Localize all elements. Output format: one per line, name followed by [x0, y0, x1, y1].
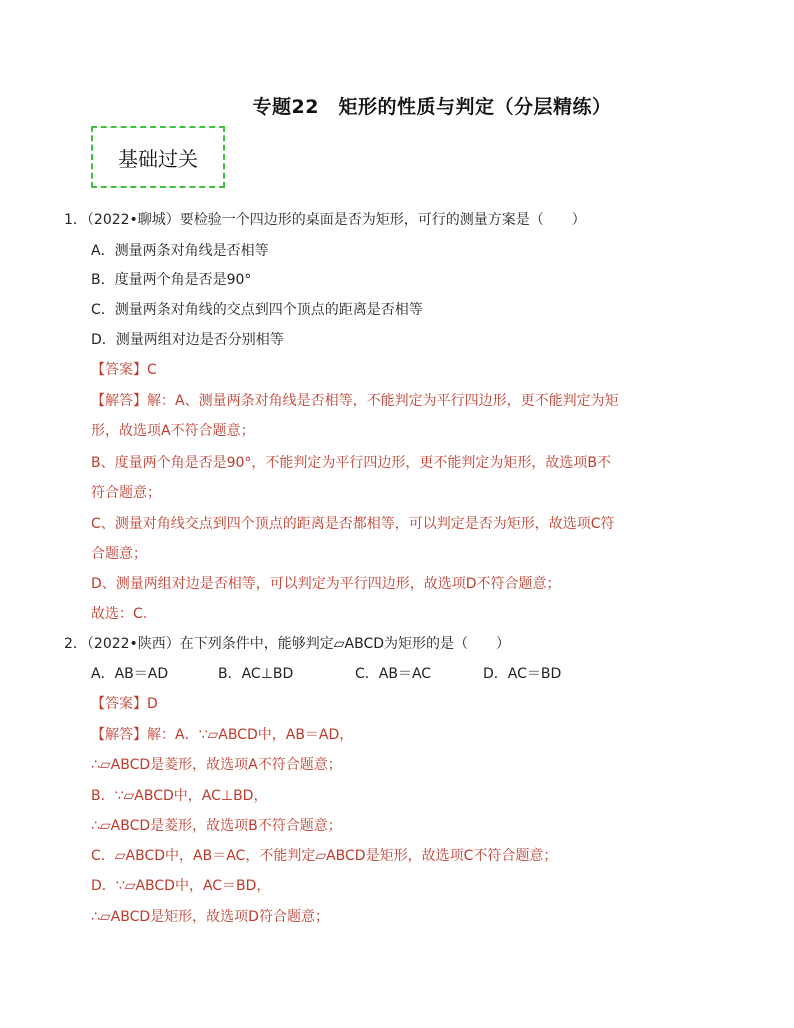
question-2-solution-line: ∴▱ABCD是菱形，故选项B不符合题意； [91, 818, 342, 834]
question-1-option-d: D．测量两组对边是否分别相等 [91, 332, 284, 348]
question-1-option-a: A．测量两条对角线是否相等 [91, 243, 269, 259]
page-title: 专题22 矩形的性质与判定（分层精练） [252, 96, 612, 118]
question-1-solution-line: 符合题意； [91, 485, 161, 501]
question-1-solution-line: D、测量两组对边是否相等，可以判定为平行四边形，故选项D不符合题意； [91, 576, 561, 592]
question-2-solution-line: D．∵▱ABCD中，AC＝BD， [91, 878, 271, 894]
question-2-solution-line: ∴▱ABCD是矩形，故选项D符合题意； [91, 909, 329, 925]
question-2-solution-line: ∴▱ABCD是菱形，故选项A不符合题意； [91, 757, 342, 773]
question-2-option-c: C．AB＝AC [355, 666, 432, 682]
question-2-solution-line: B．∵▱ABCD中，AC⊥BD， [91, 788, 268, 804]
question-1-option-b: B．度量两个角是否是90° [91, 272, 252, 288]
question-2-answer: 【答案】D [91, 696, 158, 712]
question-1-solution-line: 合题意； [91, 546, 147, 562]
question-1-solution-line: 形，故选项A不符合题意； [91, 423, 255, 439]
question-1-solution-line: 【解答】解：A、测量两条对角线是否相等，不能判定为平行四边形，更不能判定为矩 [91, 393, 619, 409]
question-1-answer: 【答案】C [91, 362, 157, 378]
question-1-stem: 1．（2022•聊城）要检验一个四边形的桌面是否为矩形，可行的测量方案是（ ） [64, 212, 586, 228]
section-badge: 基础过关 [91, 126, 225, 188]
question-2-solution-line: C．▱ABCD中，AB＝AC，不能判定▱ABCD是矩形，故选项C不符合题意； [91, 848, 558, 864]
question-1-option-c: C．测量两条对角线的交点到四个顶点的距离是否相等 [91, 302, 423, 318]
question-2-option-a: A．AB＝AD [91, 666, 169, 682]
question-1-solution-line: B、度量两个角是否是90°，不能判定为平行四边形，更不能判定为矩形，故选项B不 [91, 455, 612, 471]
question-2-option-d: D．AC＝BD [483, 666, 562, 682]
question-2-solution-line: 【解答】解：A．∵▱ABCD中，AB＝AD， [91, 727, 354, 743]
question-1-solution-line: 故选：C. [91, 606, 148, 622]
question-1-solution-line: C、测量对角线交点到四个顶点的距离是否都相等，可以判定是否为矩形，故选项C符 [91, 516, 615, 532]
question-2-stem: 2．（2022•陕西）在下列条件中，能够判定▱ABCD为矩形的是（ ） [64, 636, 511, 652]
question-2-option-b: B．AC⊥BD [218, 666, 294, 682]
